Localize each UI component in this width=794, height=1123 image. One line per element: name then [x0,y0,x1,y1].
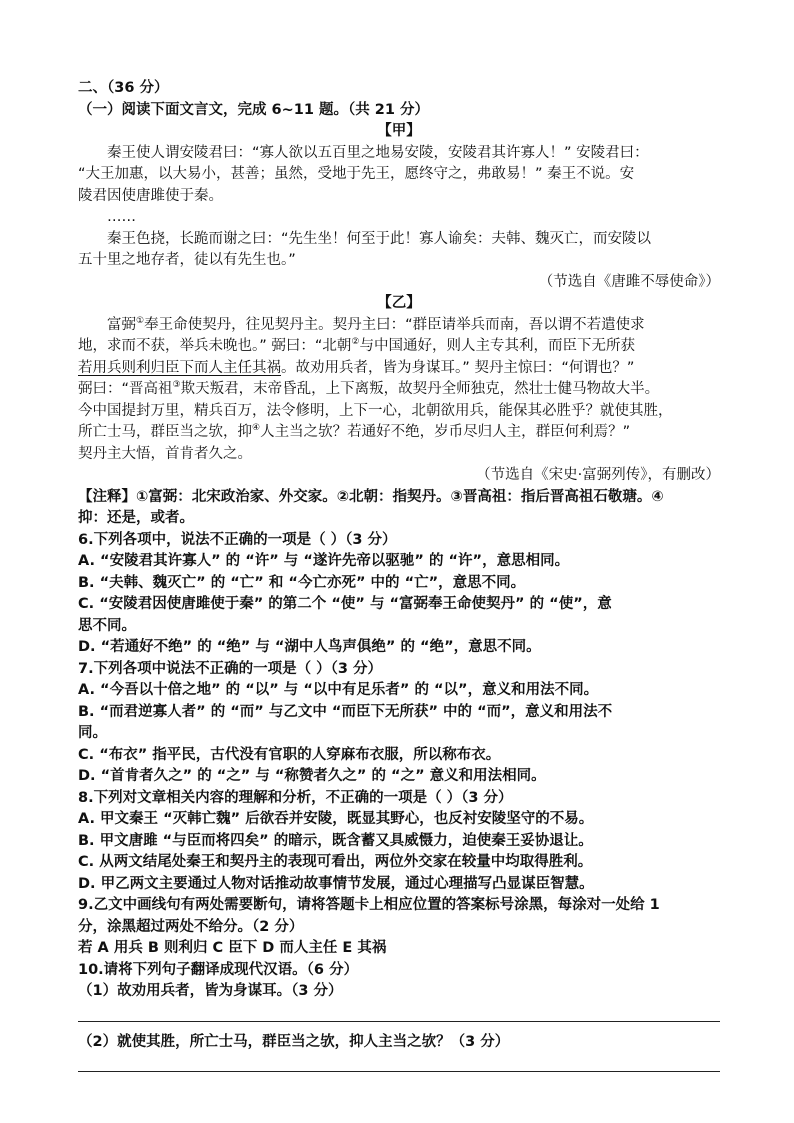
passage-yi-line: 所亡士马，群臣当之欤，抑④人主当之欤？若通好不绝，岁币尽归人主，群臣何利焉？” [78,423,631,440]
section-intro: （一）阅读下面文言文，完成 6~11 题。（共 21 分） [78,101,430,118]
question-7-stem: 7.下列各项中说法不正确的一项是（ ）（3 分） [78,660,383,677]
passage-yi-line: 若用兵则利归臣下而人主任其祸。故劝用兵者，皆为身谋耳。” 契丹主惊曰：“何谓也？” [78,359,635,376]
question-8-option-b: B. 甲文唐雎 “与臣而将四矣” 的暗示，既含蓄又具威慑力，迫使秦王妥协退让。 [78,832,593,849]
question-7-option-c: C. “布衣” 指平民，古代没有官职的人穿麻布衣服，所以称布衣。 [78,746,501,763]
question-7-option-a: A. “今吾以十倍之地” 的 “以” 与 “以中有足乐者” 的 “以”，意义和用法不同。 [78,682,599,698]
question-7-option-b-cont: 同。 [78,725,107,741]
passage-jia-line: 秦王色挠，长跪而谢之曰：“先生坐！何至于此！寡人谕矣：夫韩、魏灭亡，而安陵以 [107,230,652,247]
section-header: 二、（36 分） [78,80,169,96]
notes-line: 抑：还是，或者。 [78,510,194,526]
question-9-options: 若 A 用兵 B 则利归 C 臣下 D 而人主任 E 其祸 [78,940,387,956]
question-7-option-d: D. “首肯者久之” 的 “之” 与 “称赞者久之” 的 “之” 意义和用法相同。 [78,768,546,784]
exam-page [78,78,720,1082]
question-9-stem: 9.乙文中画线句有两处需要断句，请将答题卡上相应位置的答案标号涂黑，每涂对一处给 1 [78,897,660,913]
question-8-option-c: C. 从两文结尾处秦王和契丹主的表现可看出，两位外交家在较量中均取得胜利。 [78,854,593,870]
question-6-option-d: D. “若通好不绝” 的 “绝” 与 “湖中人鸟声俱绝” 的 “绝”，意思不同。 [78,639,541,655]
question-8-option-a: A. 甲文秦王 “灭韩亡魏” 后欲吞并安陵，既显其野心，也反衬安陵坚守的不易。 [78,811,594,827]
question-6-option-c: C. “安陵君因使唐雎使于秦” 的第二个 “使” 与 “富弼奉王命使契丹” 的 “使”，意 [78,596,612,612]
passage-yi-source: （节选自《宋史·富弼列传》，有删改） [476,467,720,483]
question-6-option-a: A. “安陵君其许寡人” 的 “许” 与 “遂许先帝以驱驰” 的 “许”，意思相同。 [78,553,570,569]
passage-yi-line: 弼曰：“晋高祖③欺天叛君，末帝昏乱，上下离叛，故契丹全师独克，然壮士健马物故大半。 [78,380,660,397]
question-10-sentence-2: （2）就使其胜，所亡士马，群臣当之欤，抑人主当之欤？（3 分） [78,1033,510,1050]
passage-jia-title: 【甲】 [377,123,421,139]
passage-jia-line: 五十里之地存者，徒以有先生也。” [78,252,296,268]
passage-jia-line: 陵君因使唐雎使于秦。 [78,187,223,204]
answer-line[interactable] [78,1005,720,1022]
question-9-stem-cont: 分，涂黑超过两处不给分。（2 分） [78,918,304,935]
notes-line: 【注释】①富弼：北宋政治家、外交家。②北朝：指契丹。③晋高祖：指后晋高祖石敬瑭。④ [78,488,664,505]
question-8-stem: 8.下列对文章相关内容的理解和分析，不正确的一项是（ ）（3 分） [78,789,513,806]
question-10-sentence-1: （1）故劝用兵者，皆为身谋耳。（3 分） [78,983,343,999]
passage-yi-line: 富弼①奉王命使契丹，往见契丹主。契丹主曰：“群臣请举兵而南，吾以谓不若遣使求 [107,315,645,333]
question-7-option-b: B. “而君逆寡人者” 的 “而” 与乙文中 “而臣下无所获” 中的 “而”，意义和用法不 [78,703,613,720]
passage-jia-line: 秦王使人谓安陵君曰：“寡人欲以五百里之地易安陵，安陵君其许寡人！” 安陵君曰： [107,144,649,161]
passage-jia-line: “大王加惠，以大易小，甚善；虽然，受地于先王，愿终守之，弗敢易！” 秦王不说。安 [78,166,635,182]
footnote-marker: ④ [252,423,261,434]
passage-jia-source: （节选自《唐雎不辱使命》） [538,273,720,290]
question-6-option-b: B. “夫韩、魏灭亡” 的 “亡” 和 “今亡亦死” 中的 “亡”，意思不同。 [78,574,526,591]
passage-jia-ellipsis: …… [107,209,136,225]
underlined-sentence: 若用兵则利归臣下而人主任其祸 [78,359,281,376]
passage-yi-line: 契丹主大悟，首肯者久之。 [78,445,252,462]
question-10-stem: 10.请将下列句子翻译成现代汉语。（6 分） [78,961,359,978]
footnote-marker: ③ [172,380,181,391]
passage-yi-line: 今中国提封万里，精兵百万，法令修明，上下一心，北朝欲用兵，能保其必胜乎？就使其胜， [78,402,673,419]
passage-yi-title: 【乙】 [377,295,421,311]
answer-line[interactable] [78,1055,720,1072]
footnote-marker: ② [351,337,360,348]
question-6-option-c-cont: 思不同。 [78,617,136,634]
question-8-option-d: D. 甲乙两文主要通过人物对话推动故事情节发展，通过心理描写凸显谋臣智慧。 [78,875,594,892]
footnote-marker: ① [136,315,145,326]
question-6-stem: 6.下列各项中，说法不正确的一项是（ ）（3 分） [78,531,397,548]
passage-yi-line: 地，求而不获，举兵未晚也。” 弼曰：“北朝②与中国通好，则人主专其利，而臣下无所获 [78,337,635,354]
